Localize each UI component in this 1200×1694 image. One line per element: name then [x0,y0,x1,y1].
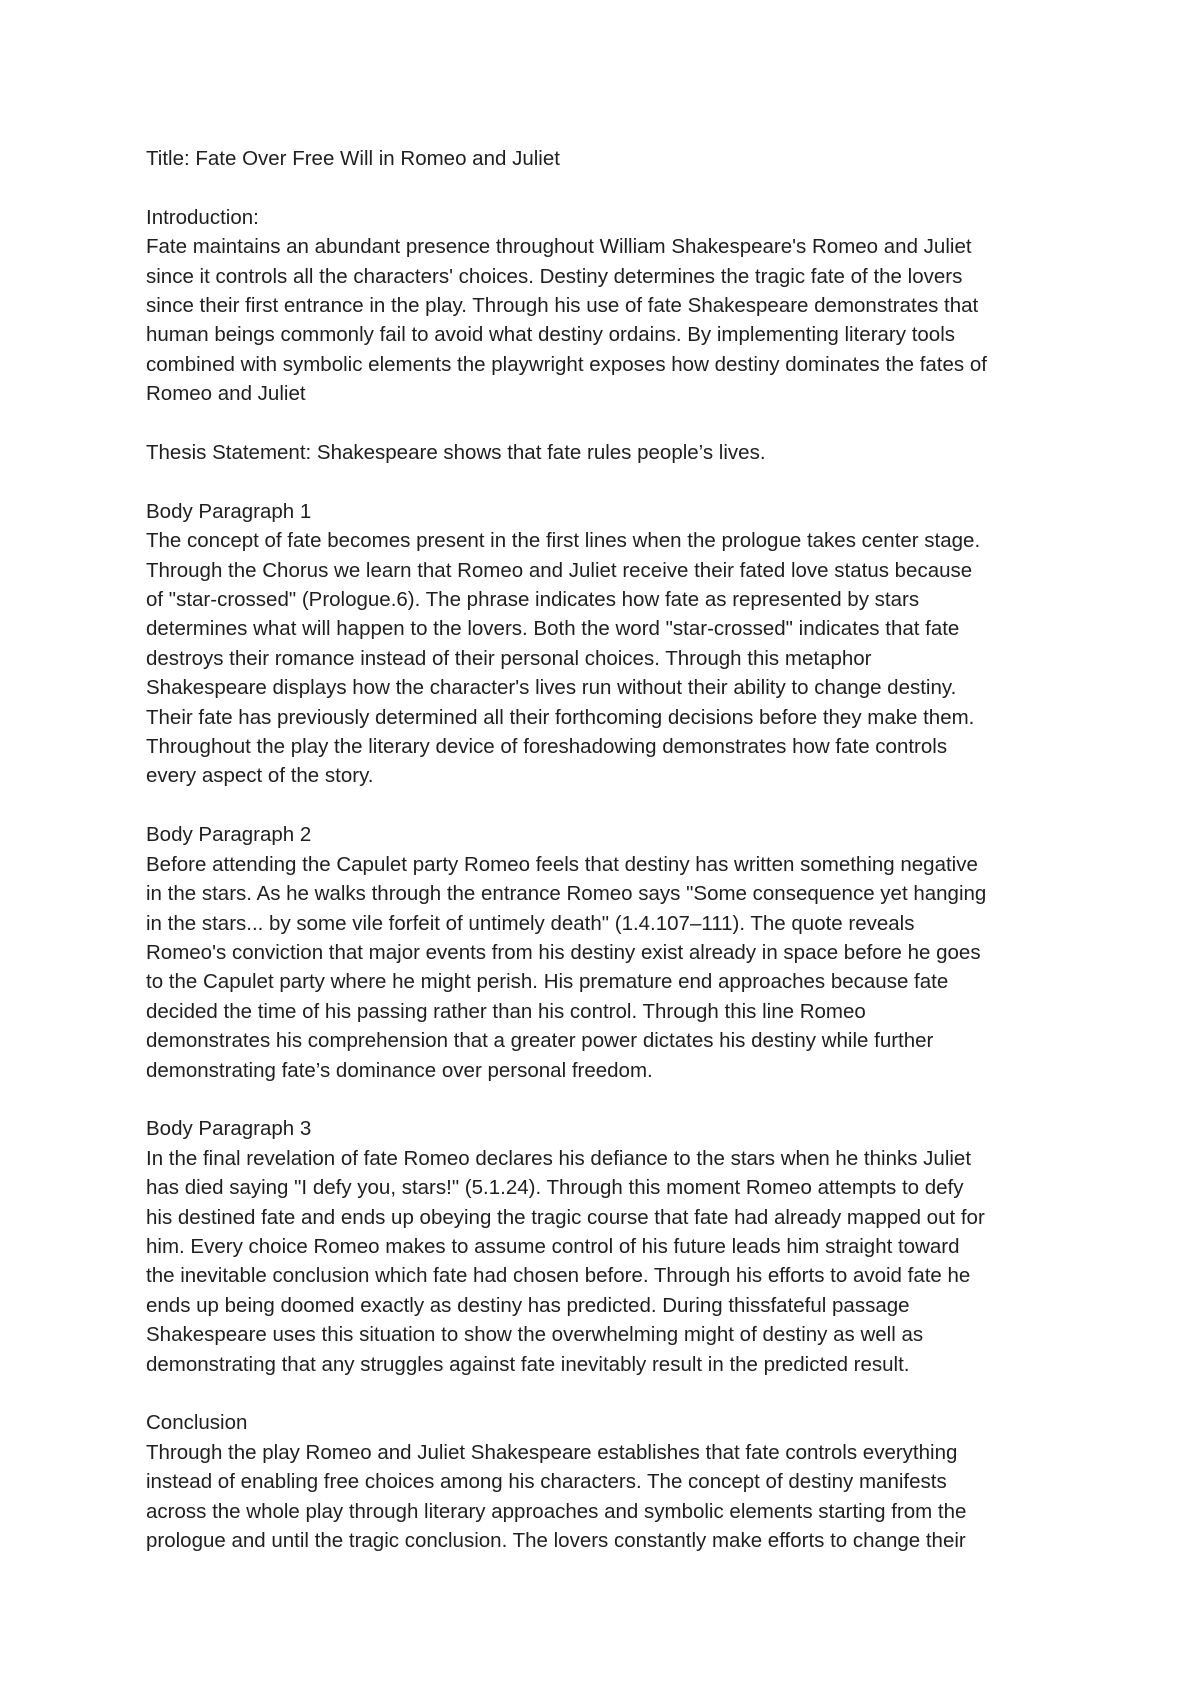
body-paragraph-2-heading: Body Paragraph 2 [146,823,312,847]
conclusion-line: across the whole play through literary approaches and symbolic elements starting from the [146,1499,967,1523]
body-paragraph-2-line: decided the time of his passing rather than his control. Through this line Romeo [146,999,866,1023]
body-paragraph-1-line: every aspect of the story. [146,764,374,788]
body-paragraph-2-line: demonstrates his comprehension that a greater power dictates his destiny while further [146,1029,934,1053]
body-paragraph-2-line: in the stars. As he walks through the entrance Romeo says "Some consequence yet hanging [146,882,987,906]
body-paragraph-3-line: demonstrating that any struggles against fate inevitably result in the predicted result. [146,1352,910,1376]
body-paragraph-3-line: Shakespeare uses this situation to show the overwhelming might of destiny as well as [146,1323,924,1347]
introduction-section [146,203,1066,409]
essay-title: Title: Fate Over Free Will in Romeo and Juliet [146,147,560,170]
body-paragraph-1-line: Shakespeare displays how the character's lives run without their ability to change destiny. [146,676,957,700]
thesis-statement: Thesis Statement: Shakespeare shows that fate rules people’s lives. [146,441,766,465]
conclusion-line: instead of enabling free choices among his characters. The concept of destiny manifests [146,1470,947,1494]
body-paragraph-3-heading: Body Paragraph 3 [146,1117,312,1141]
introduction-line: combined with symbolic elements the playwright exposes how destiny dominates the fates of [146,352,987,376]
conclusion-line: Through the play Romeo and Juliet Shakespeare establishes that fate controls everything [146,1440,958,1464]
essay-title-block [146,144,1066,173]
introduction-line: Romeo and Juliet [146,382,306,406]
body-paragraph-1-section [146,497,1066,791]
introduction-line: Fate maintains an abundant presence throughout William Shakespeare's Romeo and Juliet [146,235,972,259]
body-paragraph-2-section [146,820,1066,1085]
body-paragraph-1-line: destroys their romance instead of their personal choices. Through this metaphor [146,646,872,670]
body-paragraph-1-line: Their fate has previously determined all their forthcoming decisions before they make them. [146,705,975,729]
conclusion-section [146,1408,1066,1555]
body-paragraph-3-line: ends up being doomed exactly as destiny has predicted. During thissfateful passage [146,1293,910,1317]
introduction-heading: Introduction: [146,205,259,229]
conclusion-line: prologue and until the tragic conclusion. The lovers constantly make efforts to change their [146,1529,966,1552]
body-paragraph-2-line: to the Capulet party where he might perish. His premature end approaches because fate [146,970,949,994]
body-paragraph-1-heading: Body Paragraph 1 [146,499,312,523]
body-paragraph-3-line: his destined fate and ends up obeying the tragic course that fate had already mapped out for [146,1205,985,1229]
body-paragraph-2-line: Romeo's conviction that major events from his destiny exist already in space before he goes [146,940,981,964]
body-paragraph-2-line: Before attending the Capulet party Romeo feels that destiny has written something negative [146,852,978,876]
body-paragraph-2-line: demonstrating fate’s dominance over personal freedom. [146,1058,653,1082]
thesis-section [146,438,1066,467]
body-paragraph-1-line: of "star-crossed" (Prologue.6). The phrase indicates how fate as represented by stars [146,588,920,612]
body-paragraph-3-line: him. Every choice Romeo makes to assume control of his future leads him straight toward [146,1234,960,1258]
body-paragraph-1-line: The concept of fate becomes present in the first lines when the prologue takes center stage. [146,529,981,553]
introduction-line: human beings commonly fail to avoid what destiny ordains. By implementing literary tools [146,323,955,347]
body-paragraph-2-line: in the stars... by some vile forfeit of untimely death" (1.4.107–111). The quote reveals [146,911,915,935]
body-paragraph-1-line: Through the Chorus we learn that Romeo and Juliet receive their fated love status because [146,558,973,582]
introduction-line: since it controls all the characters' choices. Destiny determines the tragic fate of the lovers [146,264,963,288]
body-paragraph-1-line: determines what will happen to the lovers. Both the word "star-crossed" indicates that fate [146,617,960,641]
conclusion-heading: Conclusion [146,1411,248,1435]
body-paragraph-1-line: Throughout the play the literary device of foreshadowing demonstrates how fate controls [146,735,948,759]
body-paragraph-3-line: has died saying "I defy you, stars!" (5.1.24). Through this moment Romeo attempts to defy [146,1176,964,1200]
body-paragraph-3-line: In the final revelation of fate Romeo declares his defiance to the stars when he thinks Juliet [146,1146,972,1170]
body-paragraph-3-line: the inevitable conclusion which fate had chosen before. Through his efforts to avoid fate he [146,1264,971,1288]
body-paragraph-3-section [146,1114,1066,1379]
introduction-line: since their first entrance in the play. Through his use of fate Shakespeare demonstrates that [146,294,979,318]
document-body [146,144,1066,1585]
